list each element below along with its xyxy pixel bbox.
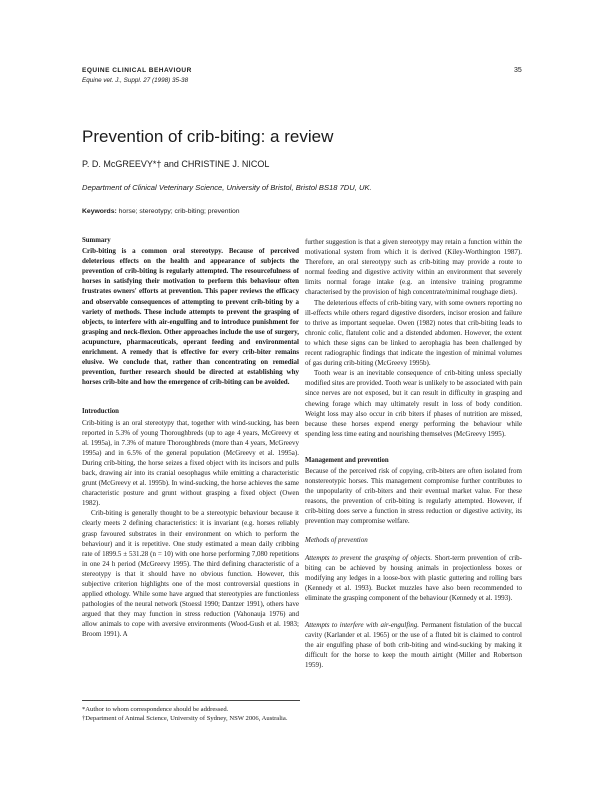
footnote-rule <box>82 700 300 701</box>
grasp-text: Short-term prevention of crib-biting can be achieved by housing animals in projectionless boxes or modifying any ledges in a loose-box with plastic guttering and rolling bars (Kennedy et al. 1993). Bucket muzzles have also been recommended to eliminate the grasping component of the behaviour (Kennedy et al. 1993). <box>305 553 523 602</box>
introduction-heading: Introduction <box>82 408 119 416</box>
affiliation: Department of Clinical Veterinary Science, University of Bristol, Bristol BS18 7DU, UK. <box>82 183 372 192</box>
summary-heading: Summary <box>82 237 111 244</box>
grasp-heading: Attempts to prevent the grasping of objects. <box>305 553 433 562</box>
body-paragraph-3: Tooth wear is an inevitable consequence of crib-biting unless specially modified sites are provided. Tooth wear is unlikely to be associated with pain since nerves are not exposed, but it can result in difficulty in grasping and chewing forage which may ultimately result in loss of body condition. Weight loss may also occur in crib biters if phases of nutrition are missed, because these horses expend energy performing the behaviour while spending less time eating and nourishing themselves (McGreevy 1995). <box>305 369 522 438</box>
left-column <box>82 236 299 640</box>
management-heading: Management and prevention <box>305 456 389 464</box>
grasp-paragraph <box>305 553 522 603</box>
air-paragraph <box>305 620 522 670</box>
footnote-2: †Department of Animal Science, University of Sydney, NSW 2006, Australia. <box>82 715 288 722</box>
body-paragraph-1: further suggestion is that a given stereotypy may retain a function within the motivational system from which it is derived (Kiley-Worthington 1987). Therefore, an oral stereotypy such as crib-biting may provide a route to normal feeding and digestive activity within an environment that severely limits normal forage intake (e.g. an intensive training programme characterised by the provision of high concentrate/minimal roughage diets). <box>305 238 522 297</box>
introduction-paragraph-1: Crib-biting is an oral stereotypy that, together with wind-sucking, has been reported in 5.3% of young Thoroughbreds (up to age 4 years, McGreevy et al. 1995a), in 7.3% of mature Thoroughbreds (more than 4 years, McGreevy 1995a) and in 6.5% of the general population (McGreevy et al. 1995a). During crib-biting, the horse seizes a fixed object with its incisors and pulls back, drawing air into its cranial oesophagus while emitting a characteristic grunt (McGreevy et al. 1995b). In wind-sucking, the horse achieves the same characteristic posture and grunt without grasping a fixed object (Owen 1982). <box>82 418 299 508</box>
keywords <box>82 208 240 215</box>
keywords-label: Keywords: <box>82 208 117 215</box>
right-column <box>305 237 522 671</box>
management-paragraph: Because of the perceived risk of copying, crib-biters are often isolated from nonstereotypic horses. This management compromise further contributes to the unpopularity of crib-biters and their eventual market value. For these reasons, the prevention of crib-biting is regularly attempted. However, if crib-biting does serve a function in stress reduction or digestive activity, its prevention may compromise welfare. <box>305 466 522 526</box>
page-number: 35 <box>514 67 522 74</box>
air-heading: Attempts to interfere with air-engulfing. <box>305 621 419 630</box>
methods-heading: Methods of prevention <box>305 535 368 544</box>
footnotes <box>82 700 299 723</box>
introduction-paragraph-2: Crib-biting is generally thought to be a stereotypic behaviour because it clearly meets 2 defining characteristics: it is invariant (e.g. horses reliably grasp favoured substrates in their environment on which to perform the behaviour) and it is repetitive. One study estimated a mean daily cribbing rate of 1899.5 ± 531.28 (n = 10) with one horse performing 7,080 repetitions in one 24 h period (McGreevy 1995). The third defining characteristic of a stereotypy is that it should have no obvious function. However, this subjective criterion highlights one of the most controversial questions in applied ethology. While some have argued that stereotypies are functionless pathologies of the neural network (Stoessl 1990; Dantzer 1991), others have argued that they may function in stress reduction (Vahonauja 1976) and allow animals to cope with aversive environments (Wood-Gush et al. 1983; Broom 1991). A <box>82 509 299 639</box>
journal-reference: Equine vet. J., Suppl. 27 (1998) 35-38 <box>82 77 189 84</box>
footnote-1: *Author to whom correspondence should be addressed. <box>82 706 229 713</box>
air-text: Permanent fistulation of the buccal cavity (Karlander et al. 1965) or the use of a fluted bit is claimed to control the air engulfing phase of both crib-biting and wind-sucking by making it difficult for the horse to keep the mouth airtight (Miller and Robertson 1959). <box>305 621 522 670</box>
keywords-text: horse; stereotypy; crib-biting; prevention <box>116 208 240 215</box>
body-paragraph-2: The deleterious effects of crib-biting vary, with some owners reporting no ill-effects while others regard digestive disorders, incisor erosion and failure to thrive as important sequelae. Owen (1982) notes that crib-biting leads to chronic colic, flatulent colic and a distended abdomen. However, the extent to which these signs can be linked to aerophagia has been challenged by recent radiographic findings that indicate the ingestion of minimal volumes of gas during crib-biting (McGreevy 1995b). <box>305 298 522 368</box>
summary-text: Crib-biting is a common oral stereotypy. Because of perceived deleterious effects on the health and appearance of subjects the prevention of crib-biting is regularly attempted. The resourcefulness of horses in satisfying their motivation to perform this behaviour often frustrates owners' efforts at prevention. This paper reviews the efficacy and observable consequences of attempting to prevent crib-biting by a variety of methods. These include attempts to prevent the grasping of objects, to interfere with air-engulfing and to introduce punishment for grasping and neck-flexion. Other approaches include the use of surgery, acupuncture, pharmaceuticals, operant feeding and environmental enrichment. A remedy that is effective for every crib-biter remains elusive. We conclude that, rather than concentrating on remedial prevention, further research should be directed at establishing why horses crib-bite and how the emergence of crib-biting can be avoided. <box>82 247 299 387</box>
journal-name: EQUINE CLINICAL BEHAVIOUR <box>82 67 192 74</box>
article-title: Prevention of crib-biting: a review <box>82 127 334 146</box>
authors: P. D. McGREEVY*† and CHRISTINE J. NICOL <box>82 159 270 169</box>
